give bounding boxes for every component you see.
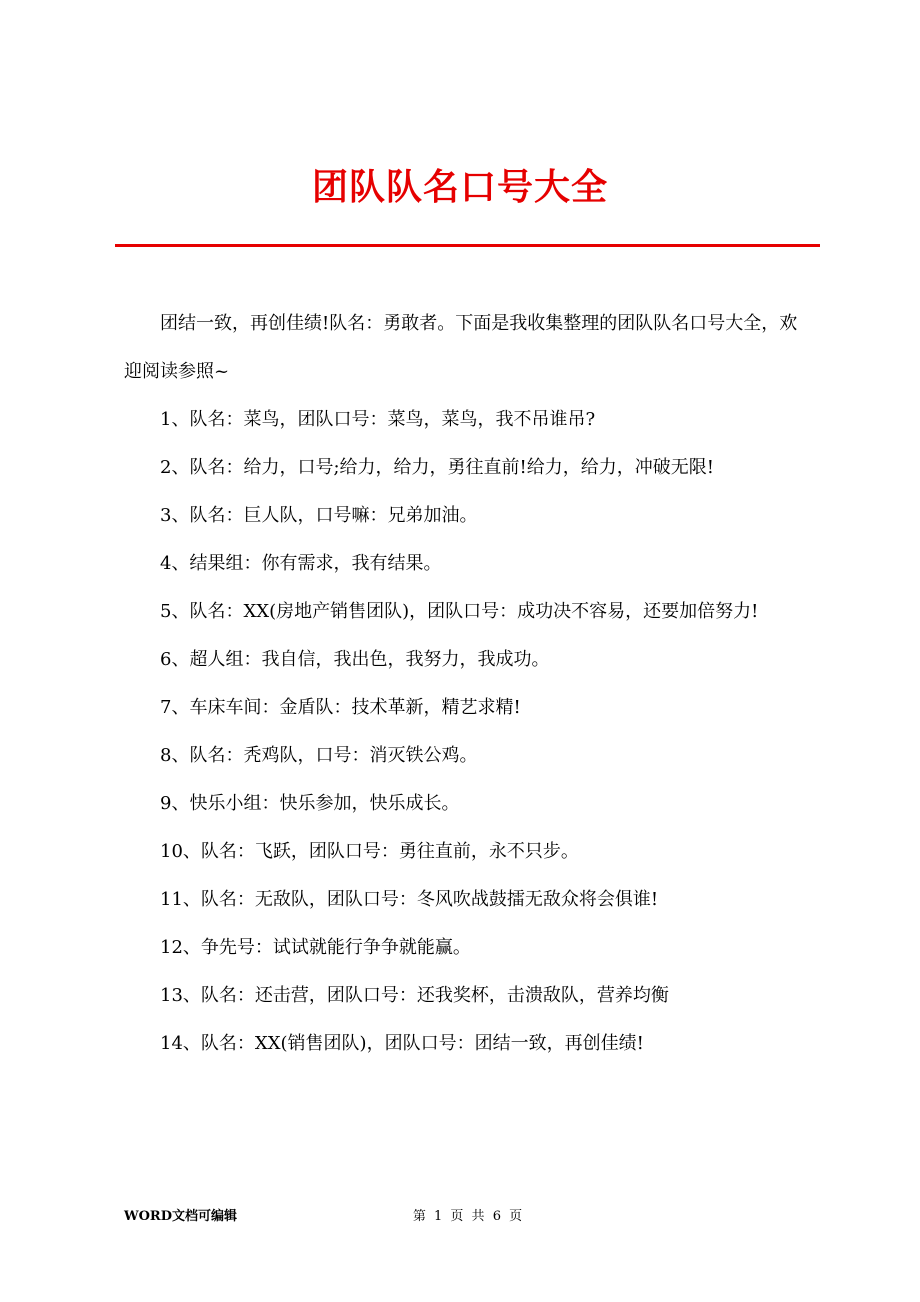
paragraph-item-1: 1、队名：菜鸟，团队口号：菜鸟，菜鸟，我不吊谁吊? [160, 409, 596, 430]
paragraph-item-8: 8、队名：秃鸡队，口号：消灭铁公鸡。 [160, 745, 478, 766]
paragraph-item-10: 10、队名：飞跃，团队口号：勇往直前，永不只步。 [160, 841, 579, 862]
paragraph-item-3: 3、队名：巨人队，口号嘛：兄弟加油。 [160, 505, 478, 526]
footer-editable-note: WORD文档可编辑 [124, 1209, 238, 1224]
footer-page-number: 第 1 页 共 6 页 [412, 1209, 523, 1224]
paragraph-item-5: 5、队名：XX(房地产销售团队)，团队口号：成功决不容易，还要加倍努力! [160, 601, 759, 622]
paragraph-item-2: 2、队名：给力，口号;给力，给力，勇往直前!给力，给力，冲破无限! [160, 457, 714, 478]
paragraph-item-7: 7、车床车间：金盾队：技术革新，精艺求精! [160, 697, 521, 718]
paragraph-item-6: 6、超人组：我自信，我出色，我努力，我成功。 [160, 649, 550, 670]
paragraph-item-13: 13、队名：还击营，团队口号：还我奖杯，击溃敌队，营养均衡 [160, 985, 669, 1006]
document-body [124, 300, 812, 1068]
document-title: 团队队名口号大全 [311, 166, 608, 208]
paragraph-item-14: 14、队名：XX(销售团队)，团队口号：团结一致，再创佳绩! [160, 1033, 644, 1054]
paragraph-item-4: 4、结果组：你有需求，我有结果。 [160, 553, 442, 574]
paragraph-item-11: 11、队名：无敌队，团队口号：冬风吹战鼓擂无敌众将会俱谁! [160, 889, 659, 910]
title-divider [115, 244, 820, 247]
paragraph-item-9: 9、快乐小组：快乐参加，快乐成长。 [160, 793, 460, 814]
paragraph-intro: 团结一致，再创佳绩!队名：勇敢者。下面是我收集整理的团队队名口号大全，欢迎阅读参照~ [124, 313, 798, 382]
paragraph-item-12: 12、争先号：试试就能行争争就能赢。 [160, 937, 471, 958]
